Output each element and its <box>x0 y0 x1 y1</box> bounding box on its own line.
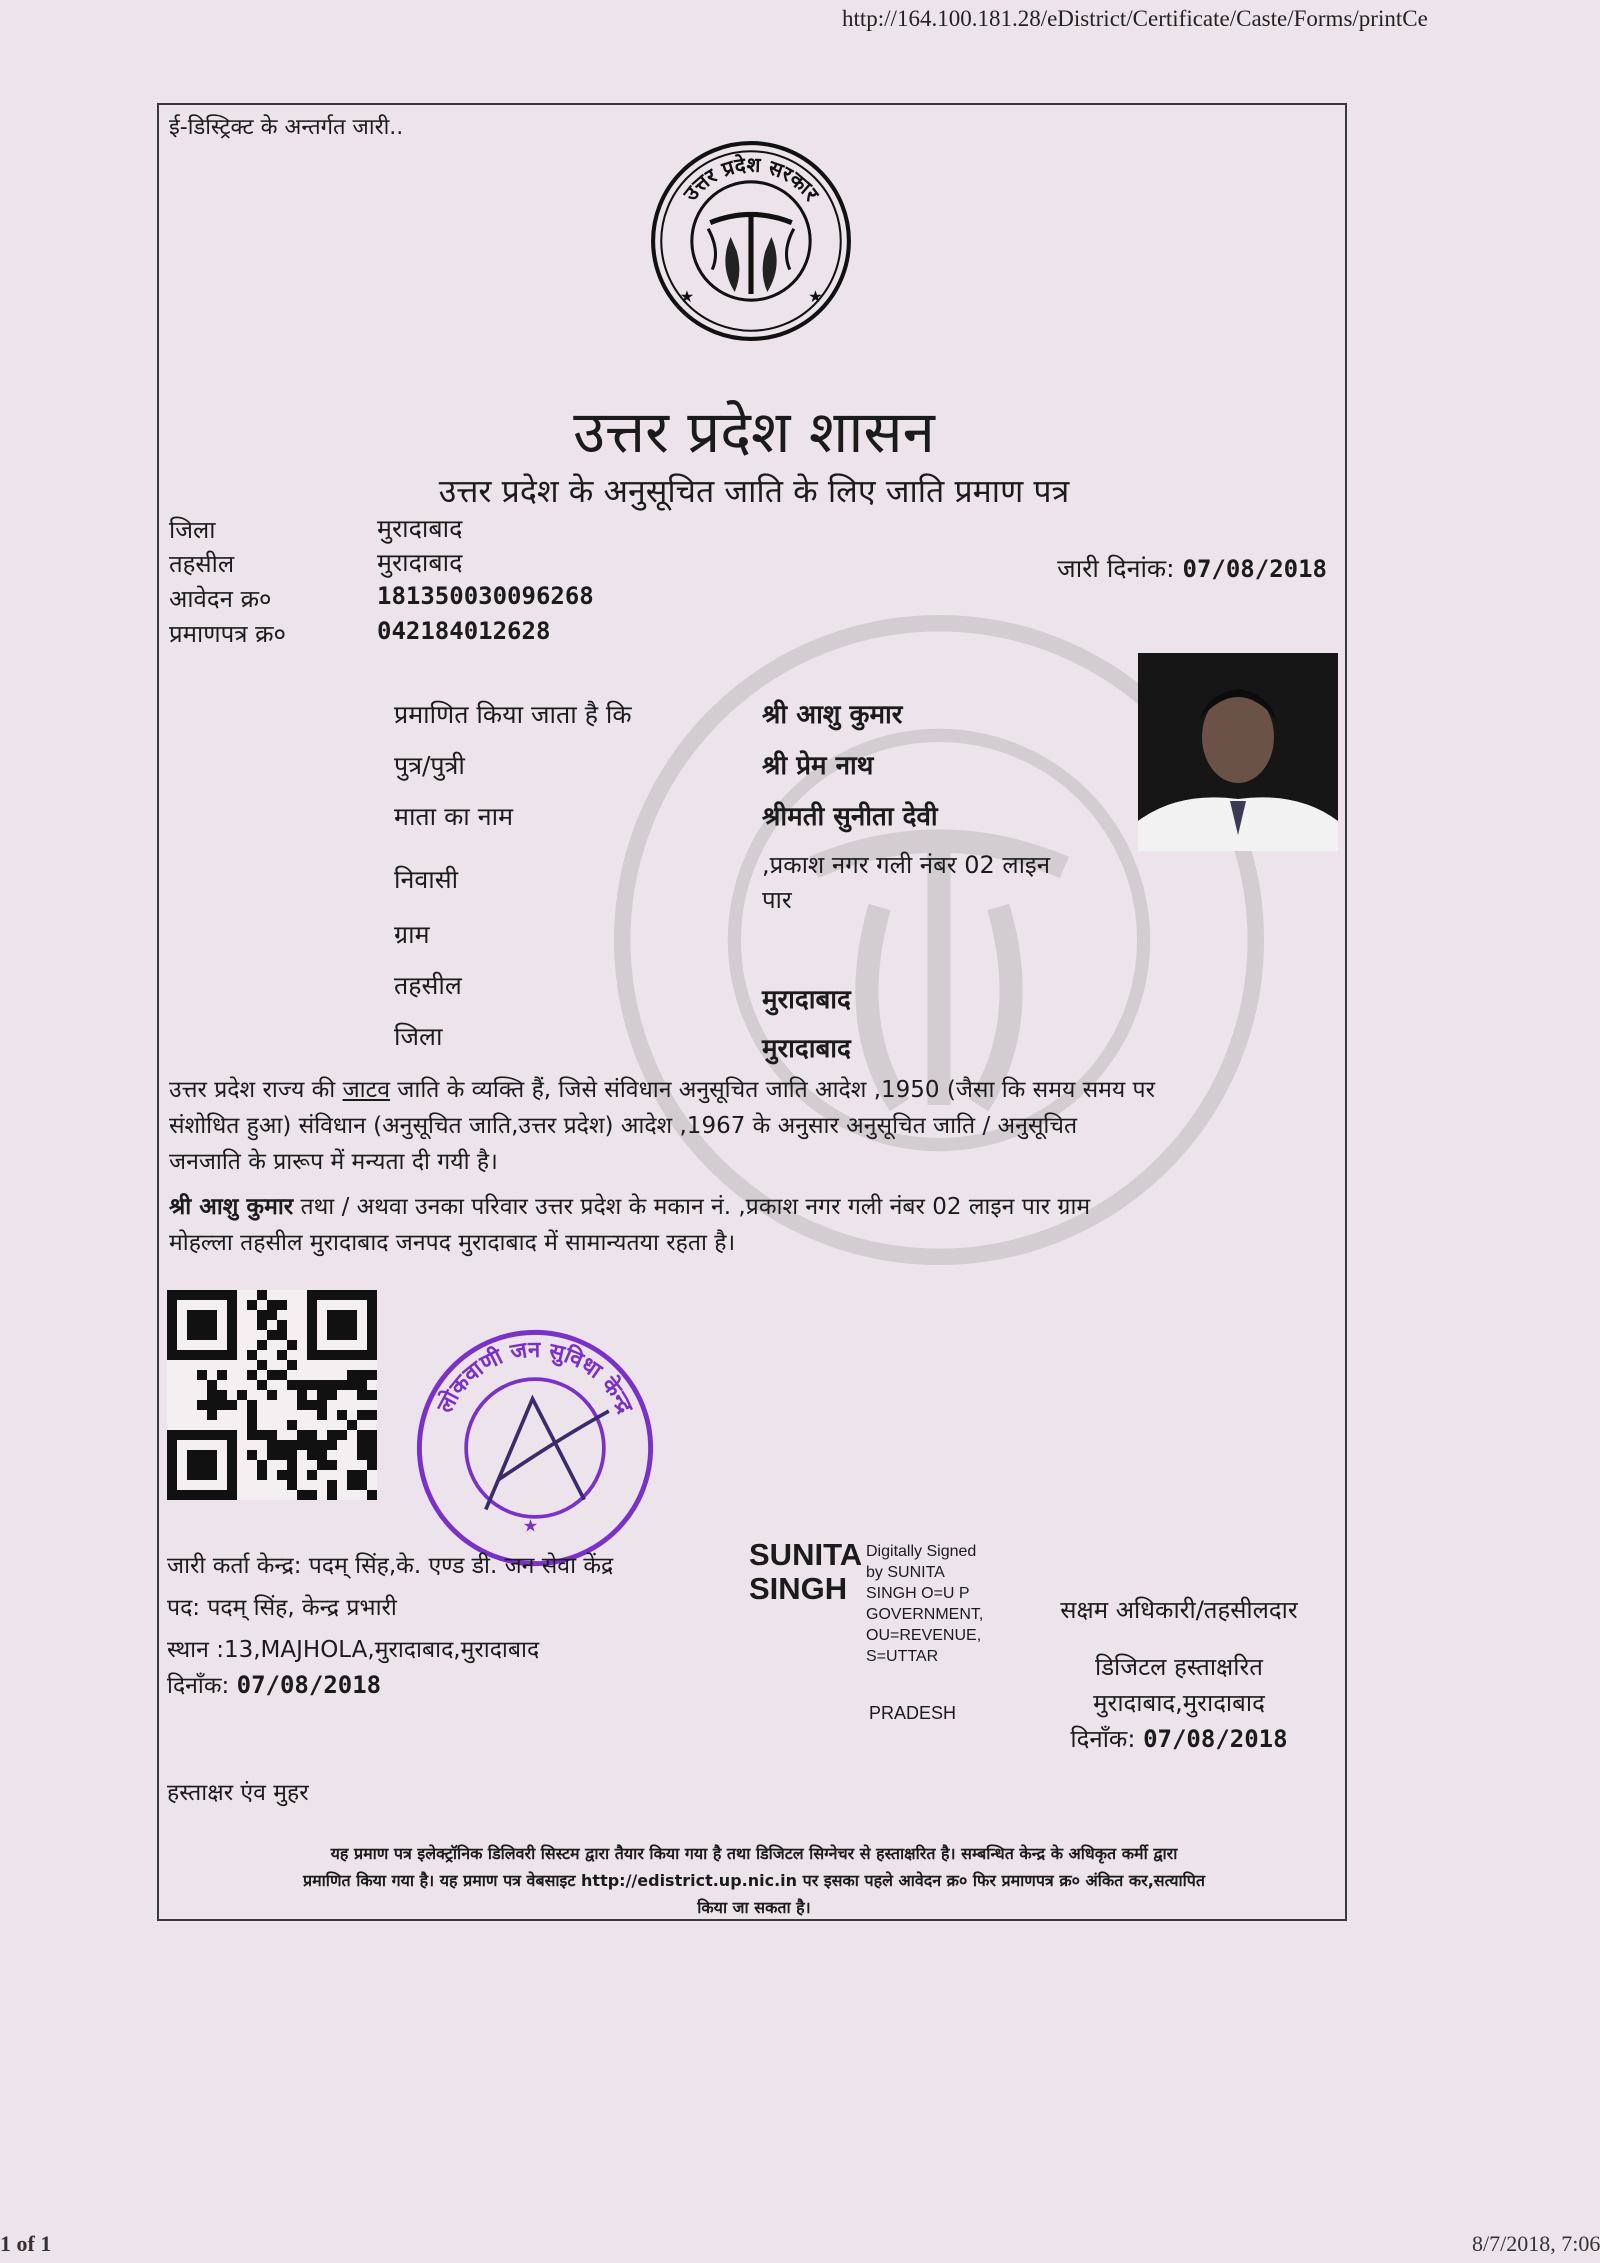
qr-code <box>167 1290 377 1500</box>
page-count: 1 of 1 <box>0 2231 52 2256</box>
field-label-district: जिला <box>394 1022 443 1051</box>
svg-text:★: ★ <box>522 1516 539 1537</box>
meta-label-tehsil: तहसील <box>169 550 235 578</box>
caste-statement-line-3: जनजाति के प्रारूप में मन्यता दी गयी है। <box>169 1149 498 1175</box>
meta-value-district: मुरादाबाद <box>377 514 463 543</box>
applicant-name: श्री आशु कुमार <box>762 700 903 730</box>
caste-statement-line-1: उत्तर प्रदेश राज्य की जाटव जाति के व्यक्ति हैं, जिसे संविधान अनुसूचित जाति आदेश ,1950 (जैसा कि समय समय पर <box>169 1077 1156 1103</box>
svg-text:उत्तर प्रदेश सरकार: उत्तर प्रदेश सरकार <box>678 152 824 206</box>
field-label-resident: निवासी <box>394 865 459 894</box>
field-label-village: ग्राम <box>394 920 430 949</box>
application-number: 181350030096268 <box>377 582 594 610</box>
residence-statement <box>169 1189 1339 1261</box>
field-label-mother: माता का नाम <box>394 802 514 831</box>
competent-officer-title: सक्षम अधिकारी/तहसीलदार <box>1060 1596 1298 1624</box>
certificate-subtitle: उत्तर प्रदेश के अनुसूचित जाति के लिए जाति प्रमाण पत्र <box>438 472 1070 510</box>
field-label-tehsil: तहसील <box>394 971 462 1000</box>
meta-label-application-no: आवेदन क्र० <box>169 585 272 613</box>
resident-address-cont: पार <box>762 886 792 914</box>
issuer-date-value: 07/08/2018 <box>236 1671 382 1699</box>
officer-date-label: दिनाँक: <box>1070 1725 1136 1753</box>
issue-date <box>1057 551 1327 585</box>
field-label-son-daughter: पुत्र/पुत्री <box>394 751 465 780</box>
svg-text:लोकवाणी जन सुविधा केन्द्र: लोकवाणी जन सुविधा केन्द्र <box>432 1336 638 1418</box>
digital-signature-state: PRADESH <box>869 1703 957 1723</box>
residence-statement-line-1: श्री आशु कुमार तथा / अथवा उनका परिवार उत्तर प्रदेश के मकान नं. ,प्रकाश नगर गली नंबर 02 लाइन पार ग्राम <box>169 1194 1091 1220</box>
certificate <box>157 103 1347 1921</box>
district-value: मुरादाबाद <box>762 1034 851 1064</box>
resident-address: ,प्रकाश नगर गली नंबर 02 लाइन <box>762 851 1051 879</box>
residence-statement-line-2: मोहल्ला तहसील मुरादाबाद जनपद मुरादाबाद में सामान्यतया रहता है। <box>169 1230 736 1256</box>
meta-label-certificate-no: प्रमाणपत्र क्र० <box>169 620 286 648</box>
issue-date-value: 07/08/2018 <box>1182 555 1327 583</box>
tehsil-value: मुरादाबाद <box>762 985 851 1015</box>
digital-signer-name: SUNITA SINGH <box>749 1537 863 1606</box>
government-title: उत्तर प्रदेश शासन <box>573 398 935 466</box>
father-name: श्री प्रेम नाथ <box>762 751 874 781</box>
applicant-photo <box>1138 653 1338 851</box>
browser-url: http://164.100.181.28/eDistrict/Certificate/Caste/Forms/printCe <box>842 6 1428 31</box>
caste-statement-line-2: संशोधित हुआ) संविधान (अनुसूचित जाति,उत्तर प्रदेश) आदेश ,1967 के अनुसार अनुसूचित जाति / अनुसूचित <box>169 1113 1078 1139</box>
issuing-center: जारी कर्ता केन्द्र: पदम् सिंह,के. एण्ड डी. जन सेवा केंद्र <box>167 1553 614 1579</box>
signature-seal-label: हस्ताक्षर एंव मुहर <box>167 1780 309 1806</box>
certificate-number: 042184012628 <box>377 617 551 645</box>
mother-name: श्रीमती सुनीता देवी <box>762 802 938 832</box>
up-government-emblem-icon <box>649 139 853 343</box>
caste-statement <box>169 1072 1339 1180</box>
meta-label-district: जिला <box>169 516 216 544</box>
officer-place: मुरादाबाद,मुरादाबाद <box>1093 1689 1265 1717</box>
meta-value-tehsil: मुरादाबाद <box>377 548 463 577</box>
caste-name: जाटव <box>342 1077 390 1103</box>
issuer-date <box>167 1668 381 1700</box>
digital-signature-details: Digitally Signed by SUNITA SINGH O=U P GOVERNMENT, OU=REVENUE, S=UTTAR <box>866 1543 984 1665</box>
print-datetime: 8/7/2018, 7:06 <box>1472 2231 1600 2256</box>
officer-date-value: 07/08/2018 <box>1143 1725 1288 1753</box>
verification-note: यह प्रमाण पत्र इलेक्ट्रॉनिक डिलिवरी सिस्टम द्वारा तैयार किया गया है तथा डिजिटल सिग्नेचर से हस्ताक्षरित है। सम्बन्धित केन्द्र के अधिकृत कर्मी द्वारा प्रमाणित किया गया है। यह प्रमाण पत्र वेबसाइट http://edistrict.up.nic.in पर इसका पहले आवेदन क्र० फिर प्रमाणपत्र क्र० अंकित कर,सत्यापित किया जा सकता है। <box>302 1844 1206 1917</box>
digitally-signed-label: डिजिटल हस्ताक्षरित <box>1095 1653 1263 1681</box>
issuer-post: पद: पदम् सिंह, केन्द्र प्रभारी <box>167 1595 397 1621</box>
center-seal-stamp <box>412 1325 658 1571</box>
officer-date <box>1029 1722 1329 1755</box>
issue-date-label: जारी दिनांक: <box>1057 554 1175 583</box>
issued-under-text: ई-डिस्ट्रिक्ट के अन्तर्गत जारी.. <box>169 115 404 140</box>
issuer-place: स्थान :13,MAJHOLA,मुरादाबाद,मुरादाबाद <box>167 1637 540 1663</box>
svg-text:★: ★ <box>808 287 823 307</box>
field-label-certified: प्रमाणित किया जाता है कि <box>394 700 632 729</box>
residence-applicant-name: श्री आशु कुमार <box>169 1194 294 1220</box>
svg-text:★: ★ <box>679 287 695 307</box>
issuer-date-label: दिनाँक: <box>167 1673 230 1699</box>
